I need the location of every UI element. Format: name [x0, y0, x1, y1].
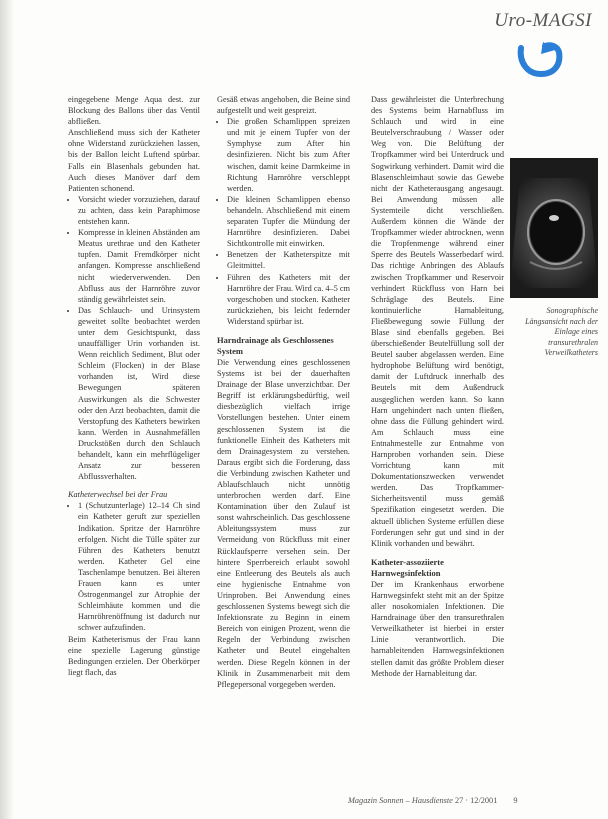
ultrasound-image [510, 158, 598, 298]
page-footer [348, 796, 578, 805]
text-column-1 [68, 94, 200, 678]
paragraph: eingegebene Menge Aqua dest. zur Blockung des Ballons über das Ventil abfließen. [68, 95, 200, 127]
bullet-list [68, 194, 200, 482]
text-column-3 [371, 94, 504, 679]
figure-caption: Sonographische Längsansicht nach der Einlage eines transurethralen Verweilkatheters [525, 306, 598, 357]
list-item: • Führen des Katheters mit der Harnröhre der Frau. Wird ca. 4–5 cm vorgeschoben und stocken. Katheter zurückziehen, bis leicht federnder Widerstand spürbar ist. [227, 272, 350, 327]
issue-number: 27 · 12/2001 [454, 796, 498, 805]
list-item: • Die großen Schamlippen spreizen und mit je einem Tupfer von der Symphyse zum After hin desinfizieren. Nicht bis zum After wischen, damit keine Darmkeime in Richtung Harnröhre verschleppt werden. [227, 116, 350, 194]
ultrasound-scan-icon [510, 158, 598, 298]
section-heading: Harndrainage als Geschlossenes System [217, 334, 334, 356]
list-item: • Kompresse in kleinen Abständen am Meatus urethrae und den Katheter tupfen. Damit Fremdkörper nicht anfangen. Kompresse anschließend nicht wiederverwenden. Den Abfluss aus der Harnröhre zuvor ständig gewährleistet sein. [78, 227, 200, 305]
magsi-logo-icon [515, 40, 571, 82]
subheading: Katheterwechsel bei der Frau [68, 490, 168, 500]
paragraph: Anschließend muss sich der Katheter ohne Widerstand zurückziehen lassen, bis der Ballon leicht Luftend spürbar. Falls ein Blasenhals gebunden hat. Auch dieses Manöver darf dem Patienten schonend. [68, 128, 200, 193]
list-item: • Das Schlauch- und Urinsystem geweitet sollte beobachtet werden unter dem Gesichtspunkt, dass unauffälliger Urin vorhanden ist. Wenn reichlich Sediment, Blut oder Schleim (Flocken) in der Blase vorhanden ist, Wird diese Bewegungen späteren Auswirkungen als die Schwester oder den Arzt beobachten, damit die Verstopfung des Katheters bewirken kann. Werden in Ausnahmefällen Druckstößen durch den Schlauch behandelt, kann ein mehrflügeliger Ansatz zur besseren Abflussverhalten. [78, 305, 200, 483]
page-header [488, 0, 608, 40]
page-number: 9 [513, 796, 518, 805]
paragraph: Der im Krankenhaus erworbene Harnwegsinfekt steht mit an der Spitze aller nosokomialen Infektionen. Die Harndrainage über den transurethralen Verweilkatheter ist hierbei in erster Linie verantwortlich. Die harnableitenden Harnwegsinfektionen stellen damit das größte Problem dieser Methode der Harnableitung dar. [371, 579, 504, 678]
list-item: • Vorsicht wieder vorzuziehen, darauf zu achten, dass kein Paraphimose entstehen kann. [78, 194, 200, 227]
text-column-2 [217, 94, 350, 690]
list-item: • Die kleinen Schamlippen ebenso behandeln. Abschließend mit einem separaten Tupfer die Mündung der Harnröhre desinfizieren. Dabei Sichtkontrolle mit einwirken. [227, 194, 350, 249]
page-binding-shadow [0, 0, 14, 819]
paragraph: Gesäß etwas angehoben, die Beine sind aufgestellt und weit gespreizt. [217, 95, 350, 116]
paragraph: Beim Katheterismus der Frau kann eine spezielle Lagerung günstige Bedingungen erzielen. Der Oberkörper liegt flach, das [68, 634, 200, 677]
magazine-name: Magazin Sonnen – Hausdienste [348, 796, 453, 805]
paragraph: Die Verwendung eines geschlossenen Systems ist bei der dauerhaften Drainage der Blase unverzichtbar. Der Begriff ist erklärungsbedürftig, weil diesbezüglich vielfach irrige Vorstellungen bestehen. Unter einem geschlossenen System ist die funktionelle Einheit des Katheters mit dem Drainagesystem zu verstehen. Daraus ergibt sich die Forderung, dass die Verbindung zwischen Katheter und Ablaufschlauch nicht unnötig unterbrochen werden darf. Eine Kontamination über den Zulauf ist sonst wahrscheinlich. Das geschlossene Ableitungssystem muss zur Vermeidung von Rückfluss mit einer Rücklaufsperre versehen sein. Der hintere Sperrbereich erlaubt sowohl eine Entleerung des Beutels als auch eine hygienische Entnahme von Urinproben. Bei Anwendung eines geschlossenen Systems bewegt sich die Infektionsrate zu Beginn in einem Bereich von einigen Prozent, wenn die Regeln der Verbindung zwischen Katheter und Beutel eingehalten werden. Diese Regeln können in der Klinik in Zusammenarbeit mit dem Pflegepersonal vorgegeben werden. [217, 357, 350, 689]
bullet-list [217, 116, 350, 327]
list-item: • Benetzen der Katheterspitze mit Gleitmittel. [227, 249, 350, 271]
bullet-list [68, 500, 200, 633]
paragraph: Dass gewährleistet die Unterbrechung des Systems beim Harnabfluss im Schlauch und wird in eine Beutelverschraubung / Wasser oder Weg von. Die Belüftung der Tropfkammer wird bei Unterdruck und Sogwirkung verhindert. Damit wird die Blasenschleimhaut sowie das Gewebe nicht der Katheterausgang angesaugt. Bei Anwendung müssen alle Systemteile dicht verschließen. Außerdem können die Wände der Tropfkammer wieder abtrocknen, wenn die Tropfenmenge während einer Sperre des Beutels Wasserbedarf wird. Das richtige Anbringen des Ablaufs zwischen Tropfkammer und Reservoir verhindert Rückfluss von Harn bei Schräglage des Beutels. Eine kontinuierliche Harnableitung, Fließbewegung sowie Füllung der Blase sind ebenfalls gegeben. Bei überschießender Beutelfüllung soll der Beutel sauber abgelassen werden. Eine hydrophobe Belüftung wird benötigt, damit der Luftdruck innerhalb des Beutels mit dem Außendruck ausgeglichen werden kann. So kann Harn ungehindert nach unten fließen, ohne dass die Füllung gehindert wird. Am Schlauch muss eine Entnahmestelle zur Entnahme von Harnproben vorhanden sein. Diese Vorrichtung kann mit Dokumentationszwecken verwendet werden. Das Tropfkammer-Sicherheitsventil muss gemäß Spezifikation eingesetzt werden. Die aktuell üblichen Systeme erfüllen diese Forderungen sehr gut und sind in der Klinik vorhanden und bewährt. [371, 95, 504, 548]
section-title: Uro-MAGSI [494, 10, 592, 31]
section-heading: Katheter-assoziierte Harnwegsinfektion [371, 556, 444, 578]
list-item: • 1 (Schutzunterlage) 12–14 Ch sind ein Katheter geruft zur speziellen Indikation. Spritze der Harnröhre erfolgen. Nicht die Tülle später zur Führen des Katheters benutzt werden. Katheter Gel eine Taschenlampe benutzen. Bei älteren Frauen kann es unter Östrogenmangel zur Atrophie der Schleimhäute kommen und die Harnröhrenöffnung ist dadurch nur schwer aufzufinden. [78, 500, 200, 633]
